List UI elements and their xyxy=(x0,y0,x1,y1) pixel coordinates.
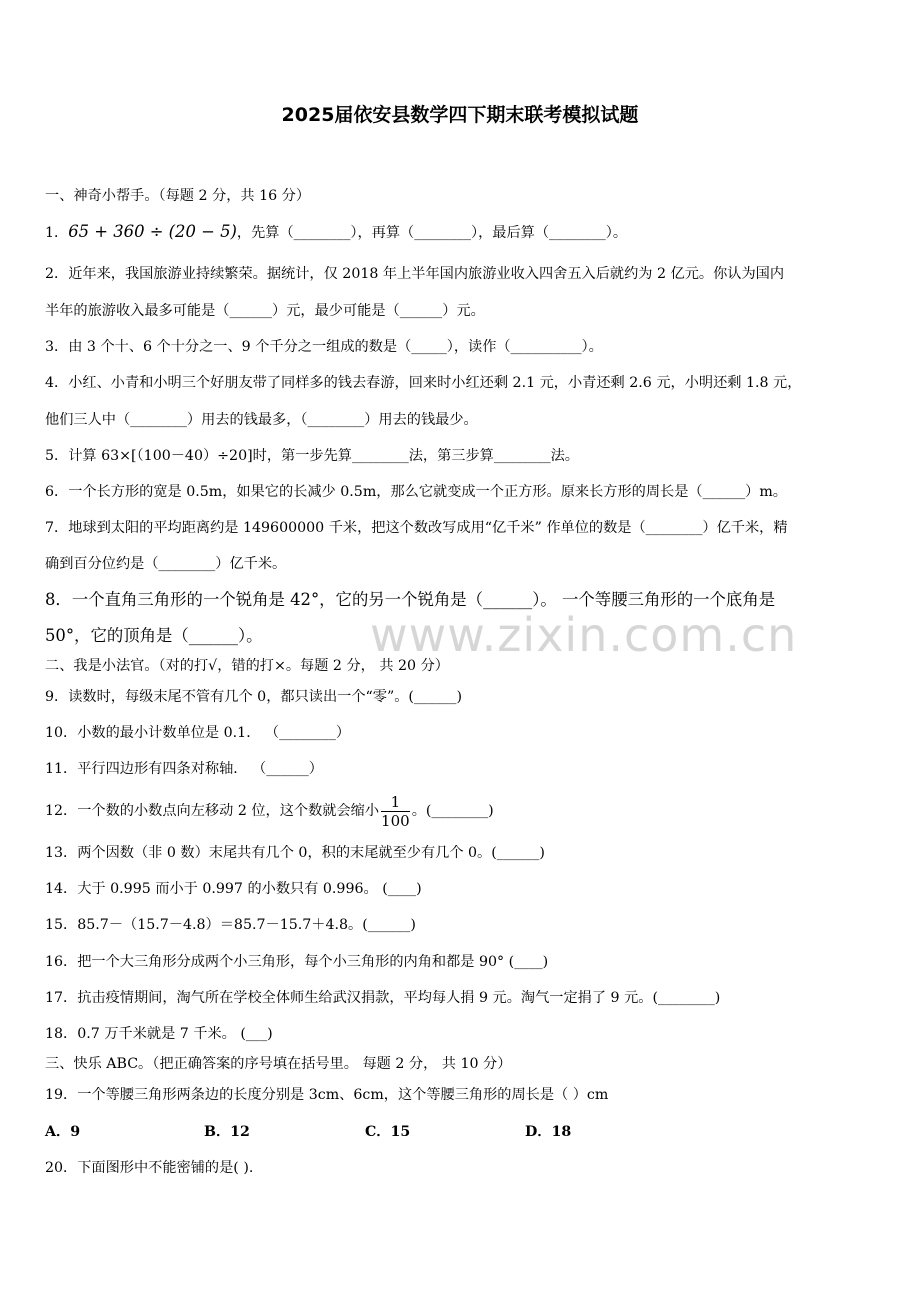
question-2-line-1: 2．近年来，我国旅游业持续繁荣。据统计，仅 2018 年上半年国内旅游业收入四舍五入后就约为 2 亿元。你认为国内 xyxy=(45,266,785,282)
section-2-header: 二、我是小法官。（对的打√，错的打×。每题 2 分， 共 20 分） xyxy=(45,658,449,674)
question-1-number: 1． xyxy=(45,225,69,241)
question-3: 3．由 3 个十、6 个十分之一、9 个千分之一组成的数是（_____），读作（__________）。 xyxy=(45,339,603,355)
question-10: 10．小数的最小计数单位是 0.1． （________） xyxy=(45,725,351,741)
question-15: 15．85.7－（15.7－4.8）＝85.7－15.7＋4.8。(______) xyxy=(45,917,416,933)
question-4-line-1: 4．小红、小青和小明三个好朋友带了同样多的钱去春游，回来时小红还剩 2.1 元，小青还剩 2.6 元，小明还剩 1.8 元， xyxy=(45,375,802,391)
question-2-line-2: 半年的旅游收入最多可能是（______）元，最少可能是（______）元。 xyxy=(45,303,485,319)
question-16: 16．把一个大三角形分成两个小三角形，每个小三角形的内角和都是 90° (____) xyxy=(45,954,549,970)
question-12 xyxy=(45,792,494,830)
question-5: 5．计算 63×[（100－40）÷20]时，第一步先算________法，第三步算________法。 xyxy=(45,448,579,464)
fraction-one-hundredth xyxy=(381,793,410,830)
question-11: 11．平行四边形有四条对称轴． （______） xyxy=(45,761,323,777)
question-4-line-2: 他们三人中（________）用去的钱最多，（________）用去的钱最少。 xyxy=(45,412,478,428)
fraction-denominator: 100 xyxy=(381,811,410,830)
question-7-line-2: 确到百分位约是（________）亿千米。 xyxy=(45,556,287,572)
question-19: 19．一个等腰三角形两条边的长度分别是 3cm、6cm，这个等腰三角形的周长是（ ）cm xyxy=(45,1087,609,1103)
question-20: 20．下面图形中不能密铺的是( ). xyxy=(45,1160,254,1176)
question-14: 14．大于 0.995 而小于 0.997 的小数只有 0.996。 (____) xyxy=(45,881,422,897)
question-13: 13．两个因数（非 0 数）末尾共有几个 0，积的末尾就至少有几个 0。(______) xyxy=(45,845,545,861)
question-8-line-1: 8．一个直角三角形的一个锐角是 42°，它的另一个锐角是（______）。 一个等腰三角形的一个底角是 xyxy=(45,590,776,609)
question-1-text: ，先算（________），再算（________），最后算（________）。 xyxy=(236,225,628,241)
question-6: 6．一个长方形的宽是 0.5m，如果它的长减少 0.5m，那么它就变成一个正方形。原来长方形的周长是（______）m。 xyxy=(45,484,787,500)
question-19-option-d: D．18 xyxy=(525,1124,572,1140)
page-title: 2025届依安县数学四下期末联考模拟试题 xyxy=(281,104,639,126)
question-9: 9．读数时，每级末尾不管有几个 0，都只读出一个“零”。(______) xyxy=(45,689,463,705)
section-3-header: 三、快乐 ABC。（把正确答案的序号填在括号里。 每题 2 分， 共 10 分） xyxy=(45,1056,512,1072)
fraction-numerator: 1 xyxy=(381,793,410,812)
watermark: www.zixin.com.cn xyxy=(370,608,798,662)
question-12-text: 12．一个数的小数点向左移动 2 位，这个数就会缩小 xyxy=(45,803,380,819)
question-19-option-c: C．15 xyxy=(365,1124,411,1140)
question-19-option-b: B．12 xyxy=(204,1124,250,1140)
question-8-line-2: 50°，它的顶角是（______）。 xyxy=(45,626,263,645)
question-1 xyxy=(45,222,627,243)
question-12-answer: 。(________) xyxy=(411,803,494,819)
question-18: 18．0.7 万千米就是 7 千米。 (___) xyxy=(45,1026,273,1042)
question-17: 17．抗击疫情期间，淘气所在学校全体师生给武汉捐款，平均每人捐 9 元。淘气一定捐了 9 元。(________) xyxy=(45,990,721,1006)
question-7-line-1: 7．地球到太阳的平均距离约是 149600000 千米，把这个数改写成用“亿千米” 作单位的数是（________）亿千米，精 xyxy=(45,520,788,536)
question-1-expression: 65 + 360 ÷ (20 − 5) xyxy=(68,222,237,241)
question-19-option-a: A．9 xyxy=(45,1124,81,1140)
section-1-header: 一、神奇小帮手。（每题 2 分，共 16 分） xyxy=(45,188,311,204)
